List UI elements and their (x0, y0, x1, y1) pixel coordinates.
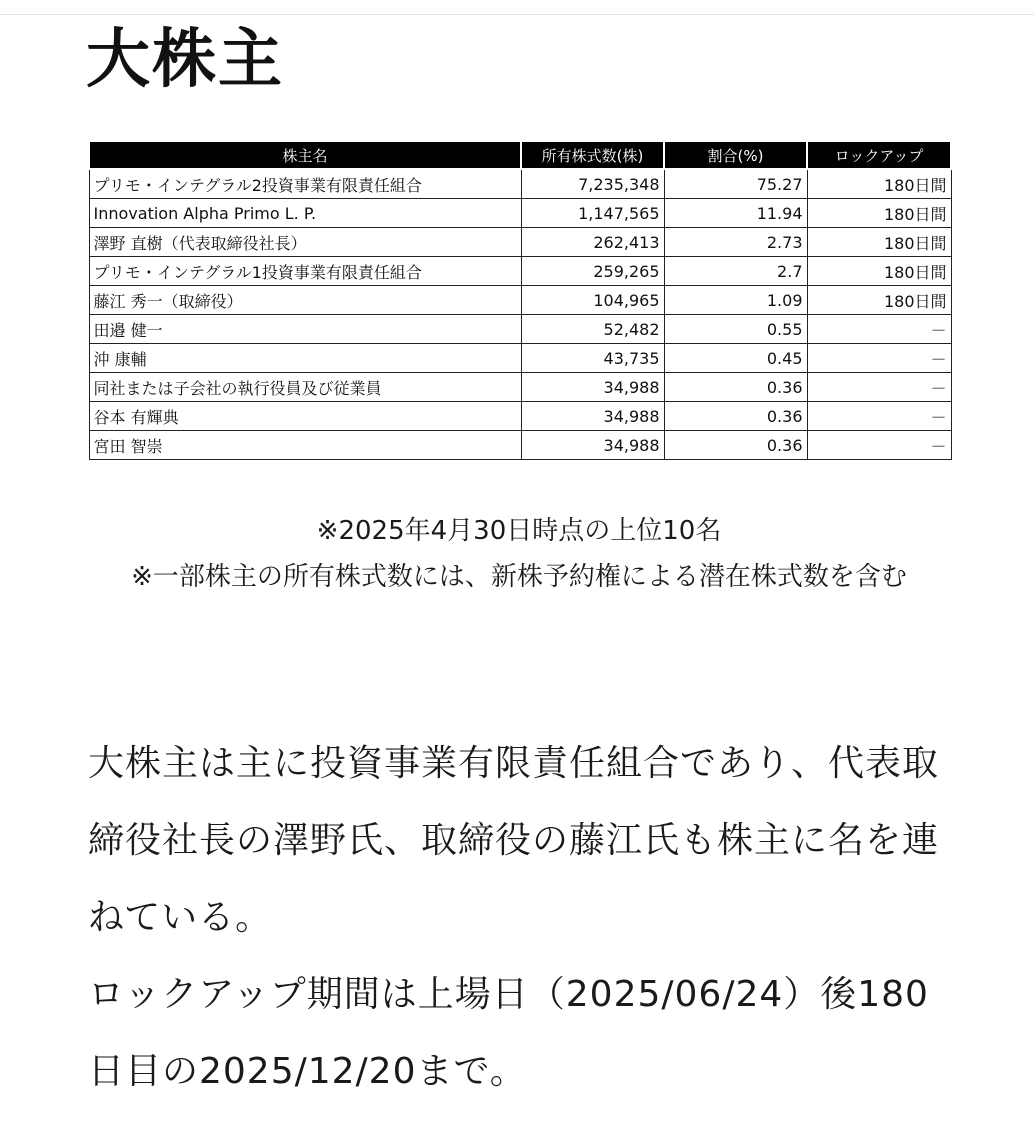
table-row (89, 373, 951, 402)
cell-ratio: 2.7 (664, 257, 807, 286)
header-shares-held: 所有株式数(株) (521, 142, 664, 169)
cell-lockup: － (807, 373, 951, 402)
cell-name: 沖 康輔 (89, 344, 521, 373)
cell-ratio: 75.27 (664, 169, 807, 199)
major-shareholders-table (88, 142, 952, 460)
article-body (88, 725, 948, 1110)
table-row (89, 431, 951, 460)
cell-shares: 262,413 (521, 228, 664, 257)
header-lockup: ロックアップ (807, 142, 951, 169)
cell-name: 田邉 健一 (89, 315, 521, 344)
note-potential-shares: ※一部株主の所有株式数には、新株予約権による潜在株式数を含む (131, 562, 907, 592)
top-divider (0, 14, 1034, 15)
page-title: 大株主 (86, 23, 284, 97)
cell-shares: 104,965 (521, 286, 664, 315)
cell-ratio: 0.36 (664, 373, 807, 402)
table-header-row (89, 142, 951, 169)
cell-lockup: 180日間 (807, 199, 951, 228)
table-row (89, 228, 951, 257)
cell-name: プリモ・インテグラル2投資事業有限責任組合 (89, 169, 521, 199)
paragraph-lockup: ロックアップ期間は上場日（2025/06/24）後180日目の2025/12/20まで。 (88, 974, 929, 1092)
cell-name: Innovation Alpha Primo L. P. (89, 199, 521, 228)
cell-name: 藤江 秀一（取締役） (89, 286, 521, 315)
cell-lockup: 180日間 (807, 257, 951, 286)
cell-lockup: － (807, 431, 951, 460)
cell-shares: 7,235,348 (521, 169, 664, 199)
header-shareholder-name: 株主名 (89, 142, 521, 169)
cell-shares: 1,147,565 (521, 199, 664, 228)
table-row (89, 257, 951, 286)
table-notes (88, 508, 950, 600)
cell-ratio: 0.55 (664, 315, 807, 344)
cell-ratio: 11.94 (664, 199, 807, 228)
cell-lockup: 180日間 (807, 169, 951, 199)
cell-shares: 34,988 (521, 431, 664, 460)
header-ratio: 割合(%) (664, 142, 807, 169)
cell-lockup: 180日間 (807, 286, 951, 315)
paragraph-shareholders: 大株主は主に投資事業有限責任組合であり、代表取締役社長の澤野氏、取締役の藤江氏も株主に名を連ねている。 (88, 743, 940, 938)
cell-name: 宮田 智崇 (89, 431, 521, 460)
cell-ratio: 0.36 (664, 431, 807, 460)
table-row (89, 169, 951, 199)
major-shareholders-table-image (88, 138, 950, 460)
cell-name: プリモ・インテグラル1投資事業有限責任組合 (89, 257, 521, 286)
cell-name: 澤野 直樹（代表取締役社長） (89, 228, 521, 257)
cell-lockup: － (807, 402, 951, 431)
cell-lockup: － (807, 344, 951, 373)
cell-ratio: 1.09 (664, 286, 807, 315)
table-row (89, 402, 951, 431)
table-row (89, 286, 951, 315)
cell-shares: 34,988 (521, 373, 664, 402)
table-row (89, 344, 951, 373)
cell-shares: 34,988 (521, 402, 664, 431)
table-row (89, 315, 951, 344)
cell-shares: 259,265 (521, 257, 664, 286)
cell-name: 谷本 有輝典 (89, 402, 521, 431)
cell-lockup: － (807, 315, 951, 344)
table-row (89, 199, 951, 228)
cell-lockup: 180日間 (807, 228, 951, 257)
note-date: ※2025年4月30日時点の上位10名 (316, 516, 722, 546)
cell-ratio: 2.73 (664, 228, 807, 257)
cell-shares: 43,735 (521, 344, 664, 373)
cell-name: 同社または子会社の執行役員及び従業員 (89, 373, 521, 402)
cell-ratio: 0.45 (664, 344, 807, 373)
cell-ratio: 0.36 (664, 402, 807, 431)
cell-shares: 52,482 (521, 315, 664, 344)
